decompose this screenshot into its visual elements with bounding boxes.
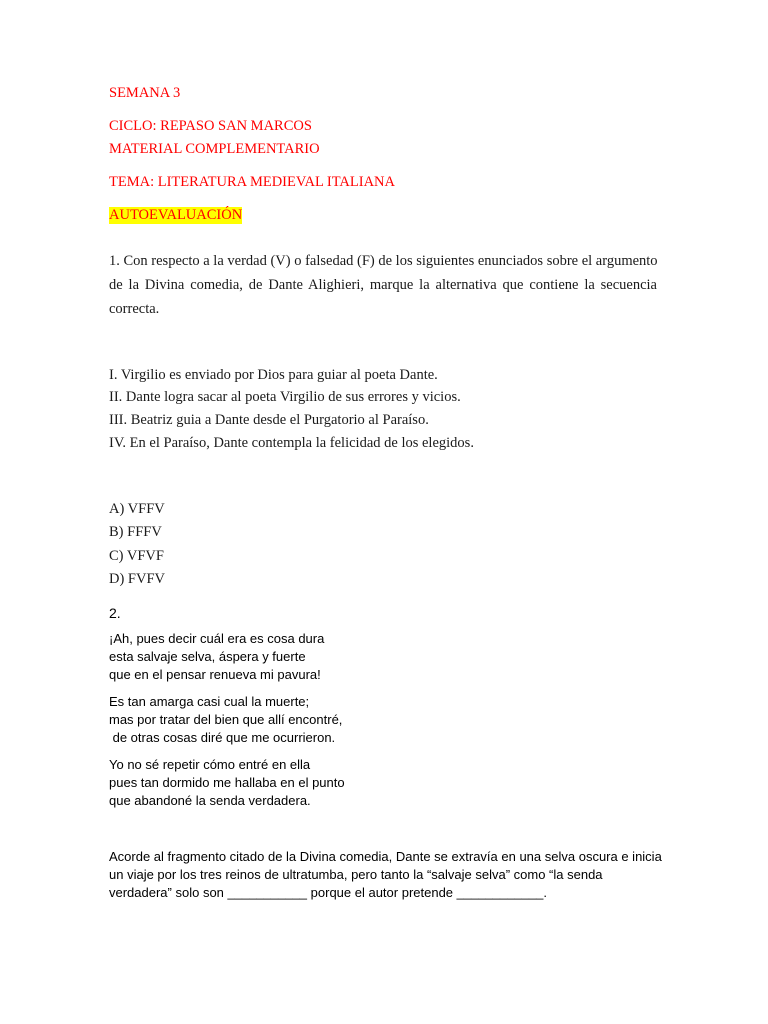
poem-line: mas por tratar del bien que allí encontré, <box>109 712 343 727</box>
section-heading: AUTOEVALUACIÓN <box>109 207 243 223</box>
poem-line: Yo no sé repetir cómo entré en ella <box>109 757 311 772</box>
question-2-number: 2. <box>109 605 121 621</box>
statement-item: III. Beatriz guia a Dante desde el Purgatorio al Paraíso. <box>109 412 429 428</box>
poem-line: Es tan amarga casi cual la muerte; <box>109 694 310 709</box>
statement-item: IV. En el Paraíso, Dante contempla la felicidad de los elegidos. <box>109 435 474 451</box>
poem-line: de otras cosas diré que me ocurrieron. <box>109 730 336 745</box>
answer-option: C) VFVF <box>109 548 164 564</box>
poem-line: que abandoné la senda verdadera. <box>109 793 311 808</box>
question-1-prompt-line: correcta. <box>109 301 160 317</box>
answer-option: A) VFFV <box>109 501 165 517</box>
topic-label: TEMA: LITERATURA MEDIEVAL ITALIANA <box>109 174 395 190</box>
poem-line: esta salvaje selva, áspera y fuerte <box>109 649 306 664</box>
statement-item: I. Virgilio es enviado por Dios para guiar al poeta Dante. <box>109 367 438 383</box>
poem-line: pues tan dormido me hallaba en el punto <box>109 775 345 790</box>
question-1-prompt-line: de la Divina comedia, de Dante Alighieri, marque la alternativa que contiene la secuencia <box>109 277 657 293</box>
answer-option: B) FFFV <box>109 524 162 540</box>
statement-item: II. Dante logra sacar al poeta Virgilio de sus errores y vicios. <box>109 389 461 405</box>
question-1-prompt-line: 1. Con respecto a la verdad (V) o falsedad (F) de los siguientes enunciados sobre el argumento <box>109 253 658 269</box>
answer-option: D) FVFV <box>109 571 165 587</box>
material-label: MATERIAL COMPLEMENTARIO <box>109 141 320 157</box>
question-2-prompt-line: un viaje por los tres reinos de ultratumba, pero tanto la “salvaje selva” como “la senda <box>109 867 603 882</box>
poem-line: ¡Ah, pues decir cuál era es cosa dura <box>109 631 325 646</box>
question-2-prompt-line: Acorde al fragmento citado de la Divina comedia, Dante se extravía en una selva oscura e inicia <box>109 849 662 864</box>
week-label: SEMANA 3 <box>109 85 181 101</box>
cycle-label: CICLO: REPASO SAN MARCOS <box>109 118 312 134</box>
question-2-prompt-line: verdadera” solo son ___________ porque el autor pretende ____________. <box>109 885 548 900</box>
poem-line: que en el pensar renueva mi pavura! <box>109 667 321 682</box>
